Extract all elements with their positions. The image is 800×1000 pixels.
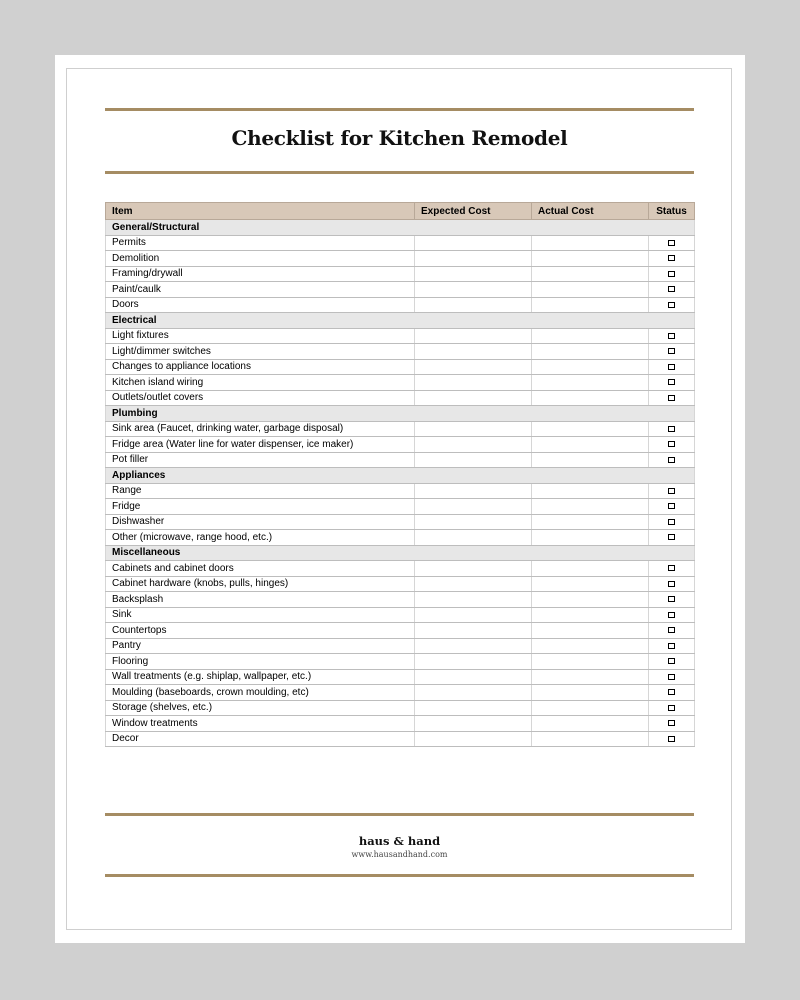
table-row — [106, 561, 695, 577]
status-checkbox[interactable] — [668, 302, 675, 308]
expected-cost-cell[interactable] — [415, 700, 532, 716]
expected-cost-cell[interactable] — [415, 576, 532, 592]
section-label: Plumbing — [106, 406, 695, 422]
actual-cost-cell[interactable] — [532, 623, 649, 639]
footer-bottom-rule — [105, 874, 694, 877]
expected-cost-cell[interactable] — [415, 731, 532, 747]
status-checkbox[interactable] — [668, 348, 675, 354]
status-cell — [649, 654, 695, 670]
expected-cost-cell[interactable] — [415, 390, 532, 406]
status-cell — [649, 669, 695, 685]
status-checkbox[interactable] — [668, 457, 675, 463]
column-header-item: Item — [106, 203, 415, 220]
actual-cost-cell[interactable] — [532, 235, 649, 251]
expected-cost-cell[interactable] — [415, 266, 532, 282]
status-checkbox[interactable] — [668, 612, 675, 618]
status-checkbox[interactable] — [668, 643, 675, 649]
table-row — [106, 483, 695, 499]
expected-cost-cell[interactable] — [415, 561, 532, 577]
actual-cost-cell[interactable] — [532, 592, 649, 608]
status-cell — [649, 716, 695, 732]
status-cell — [649, 623, 695, 639]
actual-cost-cell[interactable] — [532, 638, 649, 654]
expected-cost-cell[interactable] — [415, 437, 532, 453]
item-name: Sink area (Faucet, drinking water, garbage disposal) — [106, 421, 415, 437]
status-checkbox[interactable] — [668, 379, 675, 385]
status-cell — [649, 437, 695, 453]
actual-cost-cell[interactable] — [532, 514, 649, 530]
expected-cost-cell[interactable] — [415, 592, 532, 608]
item-name: Doors — [106, 297, 415, 313]
status-checkbox[interactable] — [668, 503, 675, 509]
column-header-expected-cost: Expected Cost — [415, 203, 532, 220]
status-checkbox[interactable] — [668, 286, 675, 292]
expected-cost-cell[interactable] — [415, 359, 532, 375]
status-cell — [649, 282, 695, 298]
actual-cost-cell[interactable] — [532, 437, 649, 453]
table-row — [106, 685, 695, 701]
status-cell — [649, 297, 695, 313]
status-checkbox[interactable] — [668, 627, 675, 633]
section-row — [106, 313, 695, 329]
actual-cost-cell[interactable] — [532, 731, 649, 747]
item-name: Demolition — [106, 251, 415, 267]
actual-cost-cell[interactable] — [532, 669, 649, 685]
status-cell — [649, 638, 695, 654]
table-row — [106, 297, 695, 313]
actual-cost-cell[interactable] — [532, 390, 649, 406]
table-row — [106, 731, 695, 747]
status-checkbox[interactable] — [668, 581, 675, 587]
status-checkbox[interactable] — [668, 736, 675, 742]
table-row — [106, 390, 695, 406]
table-row — [106, 669, 695, 685]
status-checkbox[interactable] — [668, 255, 675, 261]
status-cell — [649, 561, 695, 577]
status-checkbox[interactable] — [668, 674, 675, 680]
status-cell — [649, 235, 695, 251]
item-name: Kitchen island wiring — [106, 375, 415, 391]
section-row — [106, 468, 695, 484]
column-header-status: Status — [649, 203, 695, 220]
actual-cost-cell[interactable] — [532, 266, 649, 282]
table-row — [106, 530, 695, 546]
table-row — [106, 638, 695, 654]
expected-cost-cell[interactable] — [415, 297, 532, 313]
status-cell — [649, 452, 695, 468]
expected-cost-cell[interactable] — [415, 638, 532, 654]
item-name: Sink — [106, 607, 415, 623]
table-row — [106, 251, 695, 267]
item-name: Pantry — [106, 638, 415, 654]
section-row — [106, 545, 695, 561]
status-checkbox[interactable] — [668, 658, 675, 664]
status-cell — [649, 390, 695, 406]
expected-cost-cell[interactable] — [415, 483, 532, 499]
actual-cost-cell[interactable] — [532, 375, 649, 391]
table-row — [106, 452, 695, 468]
item-name: Range — [106, 483, 415, 499]
status-cell — [649, 731, 695, 747]
status-cell — [649, 421, 695, 437]
status-checkbox[interactable] — [668, 689, 675, 695]
item-name: Permits — [106, 235, 415, 251]
actual-cost-cell[interactable] — [532, 421, 649, 437]
status-checkbox[interactable] — [668, 488, 675, 494]
footer-brand: haus & hand — [358, 834, 441, 848]
section-row — [106, 406, 695, 422]
actual-cost-cell[interactable] — [532, 282, 649, 298]
section-label: Electrical — [106, 313, 695, 329]
table-row — [106, 499, 695, 515]
item-name: Moulding (baseboards, crown moulding, etc) — [106, 685, 415, 701]
item-name: Changes to appliance locations — [106, 359, 415, 375]
status-cell — [649, 328, 695, 344]
item-name: Pot filler — [106, 452, 415, 468]
actual-cost-cell[interactable] — [532, 716, 649, 732]
item-name: Dishwasher — [106, 514, 415, 530]
expected-cost-cell[interactable] — [415, 685, 532, 701]
expected-cost-cell[interactable] — [415, 328, 532, 344]
item-name: Light/dimmer switches — [106, 344, 415, 360]
status-cell — [649, 607, 695, 623]
actual-cost-cell[interactable] — [532, 297, 649, 313]
section-label: Miscellaneous — [106, 545, 695, 561]
item-name: Cabinet hardware (knobs, pulls, hinges) — [106, 576, 415, 592]
item-name: Cabinets and cabinet doors — [106, 561, 415, 577]
expected-cost-cell[interactable] — [415, 716, 532, 732]
status-checkbox[interactable] — [668, 534, 675, 540]
item-name: Flooring — [106, 654, 415, 670]
status-cell — [649, 359, 695, 375]
status-checkbox[interactable] — [668, 596, 675, 602]
expected-cost-cell[interactable] — [415, 514, 532, 530]
expected-cost-cell[interactable] — [415, 235, 532, 251]
table-row — [106, 375, 695, 391]
checklist-table — [105, 202, 695, 747]
checklist-body — [106, 220, 695, 747]
footer-top-rule — [105, 813, 694, 816]
status-cell — [649, 344, 695, 360]
table-row — [106, 421, 695, 437]
expected-cost-cell[interactable] — [415, 344, 532, 360]
status-checkbox[interactable] — [668, 720, 675, 726]
status-cell — [649, 375, 695, 391]
actual-cost-cell[interactable] — [532, 576, 649, 592]
section-label: General/Structural — [106, 220, 695, 236]
status-cell — [649, 499, 695, 515]
actual-cost-cell[interactable] — [532, 530, 649, 546]
item-name: Wall treatments (e.g. shiplap, wallpaper, etc.) — [106, 669, 415, 685]
actual-cost-cell[interactable] — [532, 561, 649, 577]
item-name: Fridge — [106, 499, 415, 515]
section-row — [106, 220, 695, 236]
status-checkbox[interactable] — [668, 395, 675, 401]
actual-cost-cell[interactable] — [532, 328, 649, 344]
actual-cost-cell[interactable] — [532, 251, 649, 267]
status-cell — [649, 514, 695, 530]
actual-cost-cell[interactable] — [532, 452, 649, 468]
status-cell — [649, 483, 695, 499]
table-row — [106, 716, 695, 732]
actual-cost-cell[interactable] — [532, 685, 649, 701]
table-row — [106, 654, 695, 670]
status-cell — [649, 266, 695, 282]
actual-cost-cell[interactable] — [532, 700, 649, 716]
actual-cost-cell[interactable] — [532, 607, 649, 623]
table-row — [106, 700, 695, 716]
status-cell — [649, 700, 695, 716]
status-checkbox[interactable] — [668, 271, 675, 277]
actual-cost-cell[interactable] — [532, 344, 649, 360]
item-name: Backsplash — [106, 592, 415, 608]
table-row — [106, 576, 695, 592]
actual-cost-cell[interactable] — [532, 654, 649, 670]
item-name: Fridge area (Water line for water dispenser, ice maker) — [106, 437, 415, 453]
item-name: Light fixtures — [106, 328, 415, 344]
item-name: Other (microwave, range hood, etc.) — [106, 530, 415, 546]
expected-cost-cell[interactable] — [415, 654, 532, 670]
status-cell — [649, 685, 695, 701]
expected-cost-cell[interactable] — [415, 623, 532, 639]
item-name: Countertops — [106, 623, 415, 639]
expected-cost-cell[interactable] — [415, 499, 532, 515]
item-name: Storage (shelves, etc.) — [106, 700, 415, 716]
table-row — [106, 235, 695, 251]
status-checkbox[interactable] — [668, 705, 675, 711]
expected-cost-cell[interactable] — [415, 282, 532, 298]
actual-cost-cell[interactable] — [532, 359, 649, 375]
column-header-actual-cost: Actual Cost — [532, 203, 649, 220]
item-name: Paint/caulk — [106, 282, 415, 298]
expected-cost-cell[interactable] — [415, 375, 532, 391]
status-checkbox[interactable] — [668, 426, 675, 432]
table-row — [106, 282, 695, 298]
expected-cost-cell[interactable] — [415, 251, 532, 267]
table-row — [106, 592, 695, 608]
status-checkbox[interactable] — [668, 441, 675, 447]
table-row — [106, 344, 695, 360]
status-checkbox[interactable] — [668, 333, 675, 339]
expected-cost-cell[interactable] — [415, 530, 532, 546]
top-rule — [105, 108, 694, 111]
expected-cost-cell[interactable] — [415, 421, 532, 437]
table-row — [106, 623, 695, 639]
table-row — [106, 359, 695, 375]
section-label: Appliances — [106, 468, 695, 484]
status-cell — [649, 576, 695, 592]
status-cell — [649, 251, 695, 267]
status-cell — [649, 592, 695, 608]
item-name: Outlets/outlet covers — [106, 390, 415, 406]
actual-cost-cell[interactable] — [532, 483, 649, 499]
footer-url: www.hausandhand.com — [351, 850, 448, 859]
status-checkbox[interactable] — [668, 565, 675, 571]
status-cell — [649, 530, 695, 546]
table-row — [106, 328, 695, 344]
table-row — [106, 266, 695, 282]
table-row — [106, 437, 695, 453]
title-underline-rule — [105, 171, 694, 174]
table-header-row — [106, 203, 695, 220]
table-row — [106, 514, 695, 530]
page-title: Checklist for Kitchen Remodel — [231, 126, 568, 150]
item-name: Framing/drywall — [106, 266, 415, 282]
expected-cost-cell[interactable] — [415, 607, 532, 623]
item-name: Decor — [106, 731, 415, 747]
table-row — [106, 607, 695, 623]
item-name: Window treatments — [106, 716, 415, 732]
status-checkbox[interactable] — [668, 364, 675, 370]
expected-cost-cell[interactable] — [415, 669, 532, 685]
status-checkbox[interactable] — [668, 240, 675, 246]
actual-cost-cell[interactable] — [532, 499, 649, 515]
expected-cost-cell[interactable] — [415, 452, 532, 468]
status-checkbox[interactable] — [668, 519, 675, 525]
